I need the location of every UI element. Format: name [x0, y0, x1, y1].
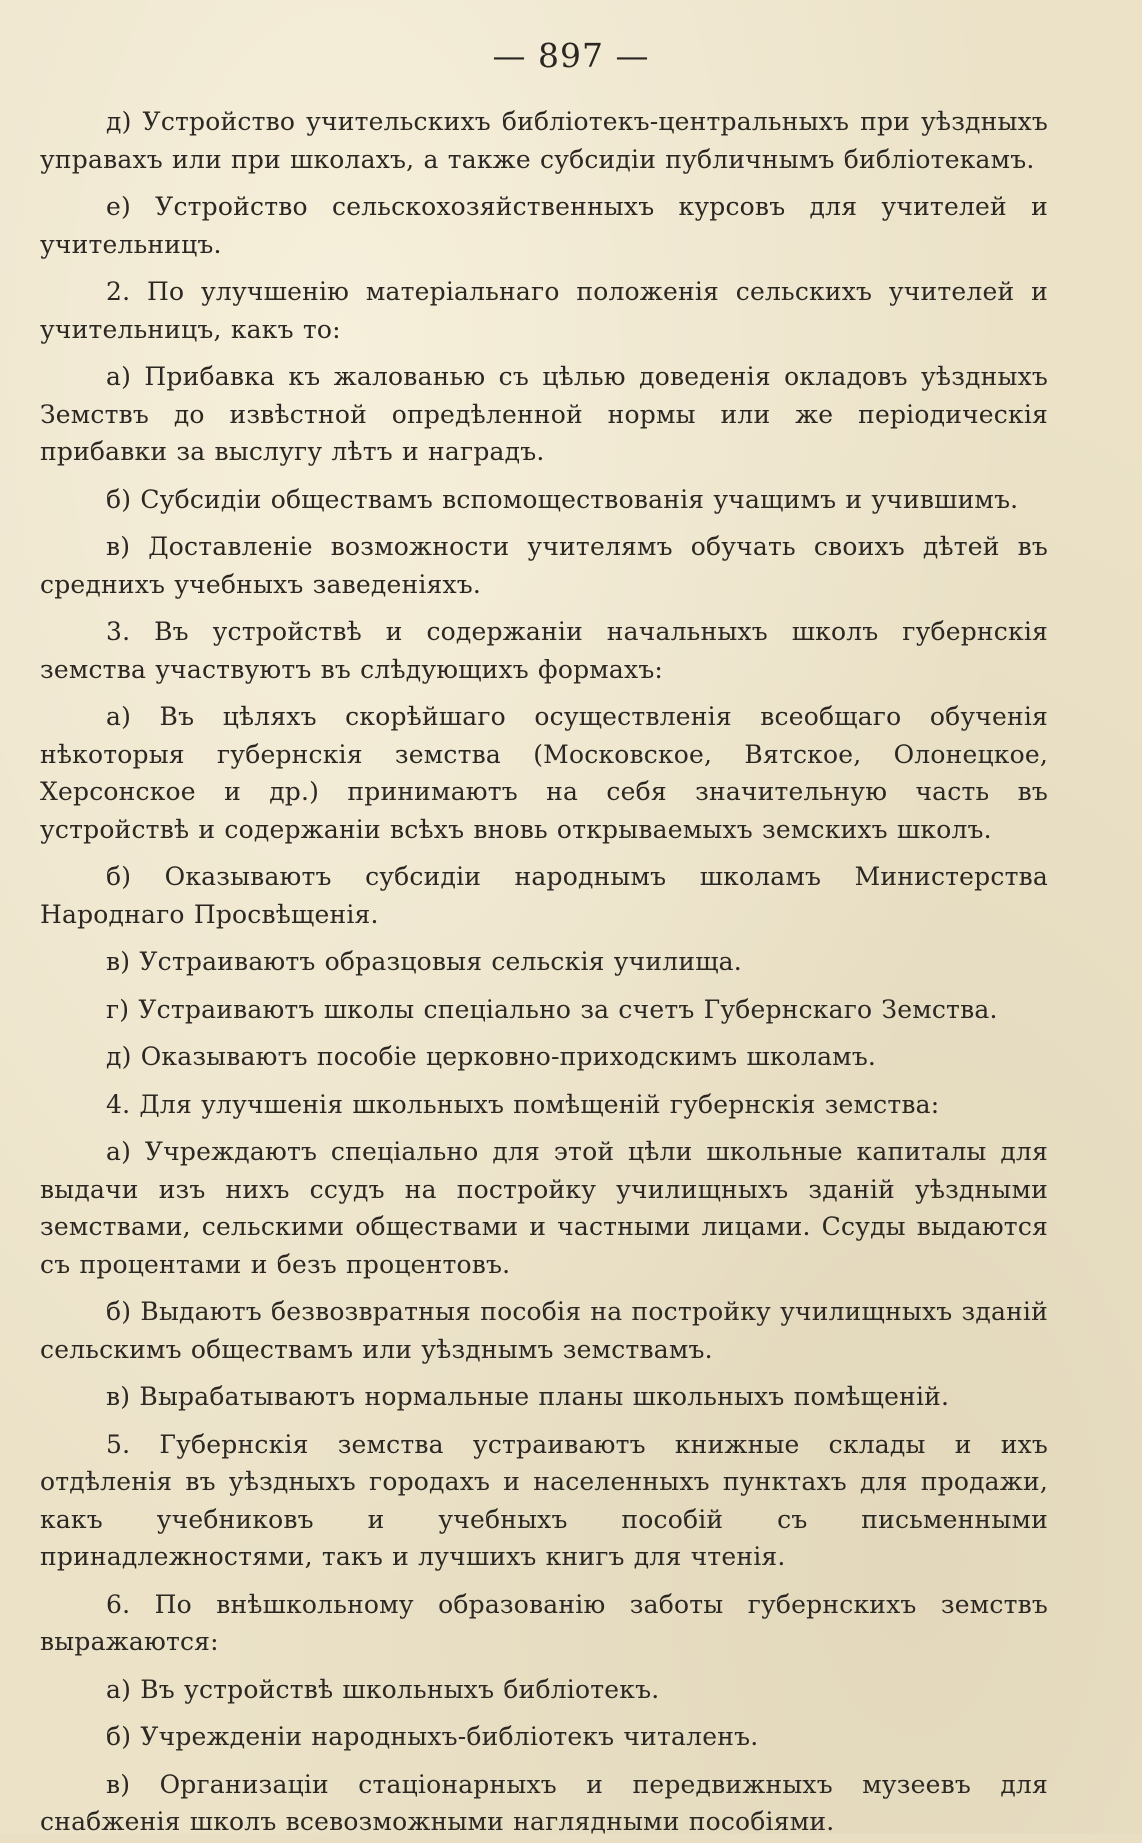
paragraph: 6. По внѣшкольному образованію заботы губернскихъ земствъ выражаются:	[40, 1589, 1048, 1656]
paragraph: д) Устройство учительскихъ библіотекъ-центральныхъ при уѣздныхъ управахъ или при школахъ, а также субсидіи публичнымъ библіотекамъ.	[40, 107, 1048, 174]
paragraph: а) Въ устройствѣ школьныхъ библіотекъ.	[106, 1674, 660, 1704]
paragraph: а) Учреждаютъ спеціально для этой цѣли школьные капиталы для выдачи изъ нихъ ссудъ на постройку училищныхъ зданій уѣздными земствами, сельскими обществами и частными лицами. Ссуды выдаются съ процентами и безъ процентовъ.	[40, 1137, 1048, 1279]
paragraph: а) Прибавка къ жалованью съ цѣлью доведенія окладовъ уѣздныхъ Земствъ до извѣстной опредѣленной нормы или же періодическія прибавки за выслугу лѣтъ и наградъ.	[40, 362, 1048, 466]
paragraph: в) Вырабатываютъ нормальные планы школьныхъ помѣщеній.	[106, 1382, 950, 1411]
paragraph: в) Устраиваютъ образцовыя сельскія училища.	[106, 947, 742, 976]
paragraph: в) Организаціи стаціонарныхъ и передвижныхъ музеевъ для снабженія школъ всевозможными наглядными пособіями.	[40, 1769, 1048, 1836]
page-number: — 897 —	[492, 36, 650, 75]
paragraph: а) Въ цѣляхъ скорѣйшаго осуществленія всеобщаго обученія нѣкоторыя губернскія земства (Московское, Вятское, Олонецкое, Херсонское и др.) принимаютъ на себя значительную часть въ устройствѣ и содержаніи всѣхъ вновь открываемыхъ земскихъ школъ.	[40, 702, 1048, 844]
paragraph: б) Оказываютъ субсидіи народнымъ школамъ Министерства Народнаго Просвѣщенія.	[40, 862, 1048, 929]
body-text	[40, 103, 1048, 1843]
paragraph: 2. По улучшенію матеріальнаго положенія сельскихъ учителей и учительницъ, какъ то:	[40, 277, 1048, 344]
paragraph: д) Оказываютъ пособіе церковно-приходскимъ школамъ.	[106, 1042, 877, 1071]
paragraph: в) Доставленіе возможности учителямъ обучать своихъ дѣтей въ среднихъ учебныхъ заведеніяхъ.	[40, 532, 1048, 599]
paragraph: б) Субсидіи обществамъ вспомоществованія учащимъ и учившимъ.	[106, 484, 1019, 514]
paragraph: б) Выдаютъ безвозвратныя пособія на постройку училищныхъ зданій сельскимъ обществамъ или уѣзднымъ земствамъ.	[40, 1297, 1048, 1364]
paragraph: 5. Губернскія земства устраиваютъ книжные склады и ихъ отдѣленія въ уѣздныхъ городахъ и населенныхъ пунктахъ для продажи, какъ учебниковъ и учебныхъ пособій съ письменными принадлежностями, такъ и лучшихъ книгъ для чтенія.	[40, 1429, 1048, 1571]
paragraph: г) Устраиваютъ школы спеціально за счетъ Губернскаго Земства.	[106, 994, 998, 1024]
paragraph: 4. Для улучшенія школьныхъ помѣщеній губернскія земства:	[106, 1089, 940, 1119]
paragraph: е) Устройство сельскохозяйственныхъ курсовъ для учителей и учительницъ.	[40, 192, 1048, 259]
paragraph: 3. Въ устройствѣ и содержаніи начальныхъ школъ губернскія земства участвуютъ въ слѣдующихъ формахъ:	[40, 617, 1048, 684]
paragraph: б) Учрежденіи народныхъ-библіотекъ читаленъ.	[106, 1722, 759, 1751]
